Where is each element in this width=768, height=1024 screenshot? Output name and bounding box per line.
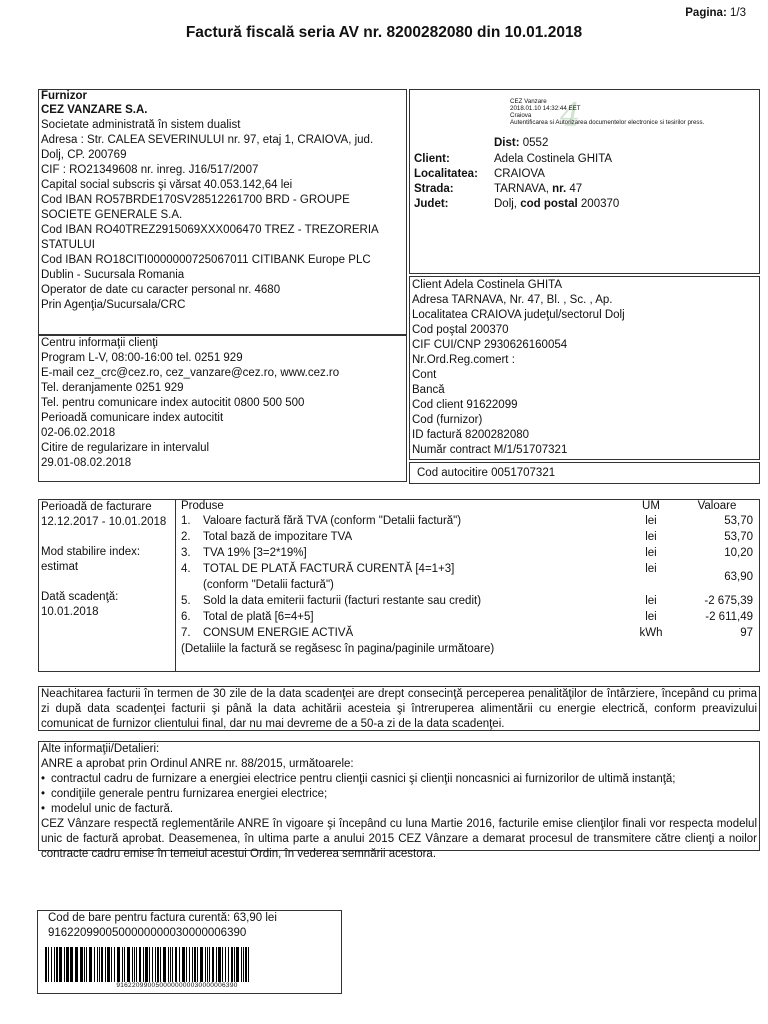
- billing-row: [181, 529, 757, 545]
- billing-row-um: lei: [645, 611, 657, 623]
- info-center-line: Centru informaţii clienţi: [41, 337, 158, 349]
- billing-period-info: [41, 500, 175, 620]
- nr-value: 47: [566, 183, 583, 195]
- other-info-bullet: [41, 772, 757, 787]
- billing-row-text: Total bază de impozitare TVA: [203, 531, 353, 543]
- other-info-bullet: [41, 787, 757, 802]
- billing-info-line: Perioadă de facturare: [41, 501, 152, 513]
- other-info-bullets: [41, 772, 757, 817]
- info-center-line: Tel. deranjamente 0251 929: [41, 382, 184, 394]
- billing-row-um: lei: [645, 563, 657, 575]
- barcode-image: [45, 947, 309, 990]
- nr-label: nr.: [552, 183, 567, 195]
- billing-row-number: 2.: [181, 531, 191, 543]
- autocitire-box: [409, 462, 760, 484]
- header-produse: Produse: [181, 500, 224, 512]
- billing-row-number: 3.: [181, 547, 191, 559]
- client-label: Client:: [414, 153, 450, 165]
- supplier-line: Societate administrată în sistem dualist: [41, 119, 241, 131]
- localitate-label: Localitatea:: [414, 168, 478, 180]
- strada-name: TARNAVA,: [494, 183, 553, 195]
- client-value: Adela Costinela GHITA: [494, 153, 613, 165]
- strada-value: [494, 182, 582, 197]
- billing-table-area: [181, 500, 757, 657]
- page-number-label: Pagina:: [685, 7, 727, 19]
- billing-info-line: Mod stabilire index:: [41, 546, 141, 558]
- client-detail-line: Localitatea CRAIOVA judeţul/sectorul Dolj: [412, 309, 625, 321]
- billing-row-value: -2 611,49: [705, 611, 753, 623]
- barcode-bars: [45, 947, 309, 982]
- billing-row-value: 10,20: [724, 547, 753, 559]
- dist-field: [494, 136, 548, 151]
- other-info-box: [38, 741, 760, 860]
- supplier-line: SOCIETE GENERALE S.A.: [41, 209, 183, 221]
- other-info-intro: ANRE a aprobat prin Ordinul ANRE nr. 88/2015, următoarele:: [41, 758, 354, 770]
- judet-label: Judet:: [414, 198, 449, 210]
- client-details-box: [409, 276, 760, 460]
- supplier-line: Prin Agenţia/Sucursala/CRC: [41, 299, 186, 311]
- barcode-small-number: 9162209900500000000030000006390: [116, 982, 238, 989]
- supplier-heading: Furnizor: [41, 90, 87, 102]
- billing-row-value: -2 675,39: [704, 595, 753, 607]
- barcode-box: [37, 910, 342, 994]
- client-details-list: [412, 277, 759, 458]
- billing-table-body: [181, 500, 757, 657]
- bullet-text: condiţiile generale pentru furnizarea energiei electrice;: [51, 788, 328, 800]
- digital-signature: [510, 98, 704, 126]
- other-info-paragraph: CEZ Vânzare respectă reglementările ANRE în vigoare şi începând cu luna Martie 2016, facturile emise clienţilor finali vor respecta modelul unic de factură aprobat. Deasemenea, în ultima parte a anului 2015 CEZ Vânzare a demarat procesul de transmitere către clienţi a noilor contracte cadru emise în temeiul acestui Ordin, în vederea semnării acestora.: [41, 818, 757, 860]
- strada-label: Strada:: [414, 183, 454, 195]
- barcode-bar: [248, 947, 249, 982]
- billing-row-um: lei: [645, 547, 657, 559]
- judet-row: [414, 197, 619, 212]
- billing-row-um: lei: [645, 531, 657, 543]
- client-detail-line: ID factură 8200282080: [412, 429, 530, 441]
- client-detail-line: Cod (furnizor): [412, 414, 483, 426]
- billing-row-number: 5.: [181, 595, 191, 607]
- other-info-heading: Alte informaţii/Detalieri:: [41, 743, 160, 755]
- billing-row: [181, 609, 757, 625]
- signature-line: 2018.01.10 14:32:44 EET: [510, 105, 581, 112]
- strada-row: [414, 182, 619, 197]
- supplier-line: Dolj, CP. 200769: [41, 149, 127, 161]
- info-center-details: [41, 336, 406, 471]
- supplier-line: Cod IBAN RO18CITI0000000725067011 CITIBANK Europe PLC: [41, 254, 371, 266]
- bullet-text: contractul cadru de furnizare a energiei electrice pentru clienţii casnici şi clienţii noncasnici ai furnizorilor de ultimă instanţă;: [51, 773, 676, 785]
- judet-name: Dolj,: [494, 198, 521, 210]
- supplier-name: CEZ VANZARE S.A.: [41, 104, 148, 116]
- client-detail-line: Nr.Ord.Reg.comert :: [412, 354, 515, 366]
- client-detail-line: Bancă: [412, 384, 445, 396]
- info-center-line: 02-06.02.2018: [41, 427, 116, 439]
- billing-row-text: TVA 19% [3=2*19%]: [203, 547, 307, 559]
- billing-info-line: 12.12.2017 - 10.01.2018: [41, 516, 167, 528]
- billing-footnote: (Detaliile la factură se regăsesc în pagina/paginile următoare): [181, 643, 495, 655]
- billing-row-text: CONSUM ENERGIE ACTIVĂ: [203, 627, 354, 639]
- billing-info-line: Dată scadenţă:: [41, 591, 119, 603]
- billing-info-line: [41, 530, 175, 545]
- billing-footnote-row: [181, 641, 757, 657]
- billing-info-line: 10.01.2018: [41, 606, 99, 618]
- supplier-box: [38, 89, 407, 335]
- supplier-line: STATULUI: [41, 239, 95, 251]
- billing-row: [181, 593, 757, 609]
- penalty-notice-box: [38, 686, 760, 731]
- bullet-text: modelul unic de factură.: [51, 803, 174, 815]
- barcode-label: Cod de bare pentru factura curentă: 63,90 lei: [48, 912, 277, 924]
- client-detail-line: Cont: [412, 369, 437, 381]
- localitate-row: [414, 167, 619, 182]
- cod-postal-value: 200370: [577, 198, 620, 210]
- dist-value: 0552: [522, 137, 549, 149]
- header-valoare: Valoare: [697, 500, 737, 512]
- signature-line: Autentificarea si Autorizarea documentelor electronice si tesirilor press.: [510, 119, 705, 126]
- billing-info-line: [41, 575, 175, 590]
- billing-row-um: lei: [645, 595, 657, 607]
- client-detail-line: CIF CUI/CNP 2930626160054: [412, 339, 568, 351]
- info-center-line: Program L-V, 08:00-16:00 tel. 0251 929: [41, 352, 243, 364]
- client-detail-line: Client Adela Costinela GHITA: [412, 279, 562, 291]
- supplier-line: Operator de date cu caracter personal nr. 4680: [41, 284, 281, 296]
- billing-row-text: Total de plată [6=4+5]: [203, 611, 314, 623]
- billing-row-description: [203, 529, 621, 545]
- billing-row-um: lei: [645, 515, 657, 527]
- info-center-line: Citire de regularizare in intervalul: [41, 442, 210, 454]
- localitate-value: CRAIOVA: [494, 168, 545, 180]
- penalty-notice: Neachitarea facturii în termen de 30 zile de la data scadenţei are drept consecinţă perceperea penalităţilor de întârziere, începând cu prima zi după data scadenţei facturii şi până la data achitării acesteia şi întreruperea alimentării cu energie electrică, conform preavizului comunicat de furnizor clientului final, dar nu mai devreme de a 50-a zi de la data scadenţei.: [41, 688, 757, 730]
- cod-postal-label: cod postal: [520, 198, 578, 210]
- client-detail-line: Număr contract M/1/51707321: [412, 444, 568, 456]
- client-detail-line: Adresa TARNAVA, Nr. 47, Bl. , Sc. , Ap.: [412, 294, 613, 306]
- signature-line: CEZ Vanzare: [510, 98, 547, 105]
- billing-row-number: 4.: [181, 563, 191, 575]
- info-center-line: Perioadă comunicare index autocitit: [41, 412, 224, 424]
- client-detail-line: Cod client 91622099: [412, 399, 518, 411]
- billing-row-number: 7.: [181, 627, 191, 639]
- supplier-line: CIF : RO21349608 nr. inreg. J16/517/2007: [41, 164, 259, 176]
- supplier-line: Cod IBAN RO40TREZ2915069XXX006470 TREZ - TREZORERIA: [41, 224, 379, 236]
- info-center-line: Tel. pentru comunicare index autocitit 0800 500 500: [41, 397, 305, 409]
- billing-row-subtext: (conform "Detalii factură"): [203, 579, 334, 591]
- billing-row-description: [203, 545, 621, 561]
- supplier-line: Dublin - Sucursala Romania: [41, 269, 185, 281]
- billing-info-line: estimat: [41, 561, 79, 573]
- billing-row: [181, 545, 757, 561]
- billing-row-value: 63,90: [724, 571, 753, 583]
- info-center-line: 29.01-08.02.2018: [41, 457, 132, 469]
- billing-row: [181, 513, 757, 529]
- billing-row-description: [203, 609, 621, 625]
- dist-label: Dist:: [494, 137, 520, 149]
- billing-row-text: TOTAL DE PLATĂ FACTURĂ CURENTĂ [4=1+3]: [203, 563, 455, 575]
- billing-table-header: [181, 500, 757, 513]
- page-number: [685, 7, 746, 19]
- supplier-details: [41, 118, 406, 313]
- customer-info-center-box: [38, 335, 407, 482]
- header-um: UM: [642, 500, 660, 512]
- barcode-number: 9162209900500000000030000006390: [48, 927, 247, 939]
- supplier-line: Adresa : Str. CALEA SEVERINULUI nr. 97, etaj 1, CRAIOVA, jud.: [41, 134, 374, 146]
- billing-row-value: 97: [740, 627, 753, 639]
- autocitire-code: Cod autocitire 0051707321: [417, 467, 556, 479]
- signature-stamp-logo: 4: [560, 96, 581, 134]
- billing-row-number: 1.: [181, 515, 191, 527]
- billing-row-text: Valoare factură fără TVA (conform "Detalii factură"): [203, 515, 462, 527]
- billing-row: [181, 561, 757, 593]
- invoice-title: Factură fiscală seria AV nr. 8200282080 din 10.01.2018: [185, 24, 583, 41]
- billing-left-column: [39, 500, 176, 671]
- page-number-value: 1/3: [730, 7, 746, 19]
- client-address-block: [414, 152, 619, 212]
- billing-row-um: kWh: [639, 627, 663, 639]
- billing-row-description: [203, 593, 621, 609]
- supplier-line: Capital social subscris şi vărsat 40.053.142,64 lei: [41, 179, 293, 191]
- billing-row-value: 53,70: [724, 515, 753, 527]
- billing-row: [181, 625, 757, 641]
- billing-row-description: [203, 561, 621, 593]
- signature-line: Craiova: [510, 112, 532, 119]
- client-box: [409, 89, 760, 274]
- billing-row-description: [203, 625, 621, 641]
- client-name-row: [414, 152, 619, 167]
- billing-row-description: [203, 513, 621, 529]
- billing-row-value: 53,70: [724, 531, 753, 543]
- supplier-line: Cod IBAN RO57BRDE170SV28512261700 BRD - GROUPE: [41, 194, 350, 206]
- billing-box: [38, 499, 760, 672]
- billing-table: [181, 500, 757, 657]
- judet-value: [494, 197, 619, 212]
- client-detail-line: Cod poştal 200370: [412, 324, 509, 336]
- other-info-bullet: [41, 802, 757, 817]
- billing-row-number: 6.: [181, 611, 191, 623]
- info-center-line: E-mail cez_crc@cez.ro, cez_vanzare@cez.ro, www.cez.ro: [41, 367, 340, 379]
- billing-row-text: Sold la data emiterii facturii (facturi restante sau credit): [203, 595, 482, 607]
